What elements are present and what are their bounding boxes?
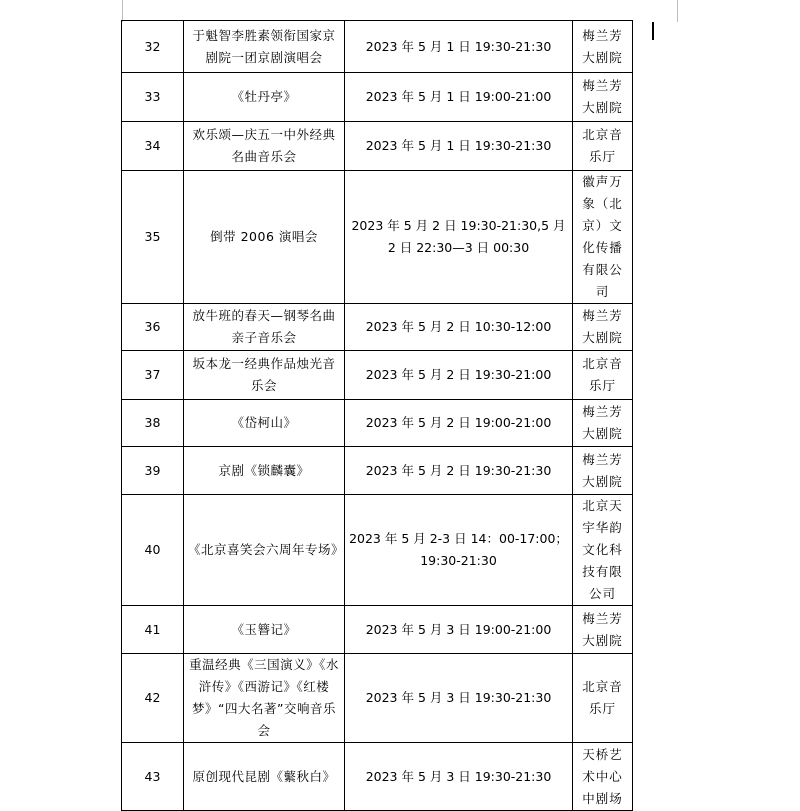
performance-name: 于魁智李胜素领衔国家京剧院一团京剧演唱会: [184, 21, 345, 73]
performance-name: 重温经典《三国演义》《水浒传》《西游记》《红楼梦》“四大名著”交响音乐会: [184, 654, 345, 743]
performance-venue: 北京天宇华韵文化科技有限公司: [573, 495, 633, 606]
performance-time: 2023 年 5 月 3 日 19:00-21:00: [345, 606, 573, 654]
page-margin-right: [677, 0, 678, 22]
row-number: 33: [122, 73, 184, 122]
row-number: 42: [122, 654, 184, 743]
performance-time: 2023 年 5 月 1 日 19:00-21:00: [345, 73, 573, 122]
performance-time: 2023 年 5 月 2 日 19:30-21:00: [345, 351, 573, 400]
row-number: 32: [122, 21, 184, 73]
table-row: [122, 400, 633, 447]
performance-venue: 徽声万象（北京）文化传播有限公司: [573, 171, 633, 304]
table-row: [122, 171, 633, 304]
row-number: 43: [122, 743, 184, 811]
performance-time: 2023 年 5 月 3 日 19:30-21:30: [345, 743, 573, 811]
performance-name: 京剧《锁麟囊》: [184, 447, 345, 495]
table-row: [122, 304, 633, 351]
row-number: 38: [122, 400, 184, 447]
row-number: 39: [122, 447, 184, 495]
performance-venue: 梅兰芳大剧院: [573, 304, 633, 351]
performance-time: 2023 年 5 月 1 日 19:30-21:30: [345, 21, 573, 73]
table-row: [122, 73, 633, 122]
performance-time: 2023 年 5 月 2 日 19:00-21:00: [345, 400, 573, 447]
row-number: 40: [122, 495, 184, 606]
table-row: [122, 351, 633, 400]
performance-venue: 梅兰芳大剧院: [573, 73, 633, 122]
table-row: [122, 743, 633, 811]
performance-name: 原创现代昆剧《蘩秋白》: [184, 743, 345, 811]
performance-time: 2023 年 5 月 2 日 19:30-21:30,5 月 2 日 22:30—3 日 00:30: [345, 171, 573, 304]
row-number: 37: [122, 351, 184, 400]
performance-name: 倒带 2006 演唱会: [184, 171, 345, 304]
performance-name: 《北京喜笑会六周年专场》: [184, 495, 345, 606]
row-number: 34: [122, 122, 184, 171]
performance-venue: 北京音乐厅: [573, 351, 633, 400]
table-row: [122, 21, 633, 73]
page-margin-left: [122, 0, 123, 22]
row-number: 41: [122, 606, 184, 654]
performance-time: 2023 年 5 月 2 日 10:30-12:00: [345, 304, 573, 351]
performance-name: 《牡丹亭》: [184, 73, 345, 122]
performance-venue: 天桥艺术中心中剧场: [573, 743, 633, 811]
performance-venue: 梅兰芳大剧院: [573, 21, 633, 73]
performance-name: 坂本龙一经典作品烛光音乐会: [184, 351, 345, 400]
performance-venue: 梅兰芳大剧院: [573, 400, 633, 447]
performance-venue: 北京音乐厅: [573, 122, 633, 171]
performance-venue: 梅兰芳大剧院: [573, 447, 633, 495]
performance-venue: 梅兰芳大剧院: [573, 606, 633, 654]
table-row: [122, 447, 633, 495]
performance-name: 《岱柯山》: [184, 400, 345, 447]
performance-name: 放牛班的春天—钢琴名曲亲子音乐会: [184, 304, 345, 351]
row-number: 35: [122, 171, 184, 304]
performance-time: 2023 年 5 月 1 日 19:30-21:30: [345, 122, 573, 171]
performance-time: 2023 年 5 月 3 日 19:30-21:30: [345, 654, 573, 743]
performance-schedule-table: [121, 20, 633, 811]
performance-name: 欢乐颂—庆五一中外经典名曲音乐会: [184, 122, 345, 171]
text-cursor: [652, 22, 654, 40]
table-row: [122, 495, 633, 606]
performance-time: 2023 年 5 月 2-3 日 14：00-17:00；19:30-21:30: [345, 495, 573, 606]
table-row: [122, 606, 633, 654]
performance-venue: 北京音乐厅: [573, 654, 633, 743]
table-row: [122, 654, 633, 743]
row-number: 36: [122, 304, 184, 351]
table-row: [122, 122, 633, 171]
performance-time: 2023 年 5 月 2 日 19:30-21:30: [345, 447, 573, 495]
performance-name: 《玉簪记》: [184, 606, 345, 654]
